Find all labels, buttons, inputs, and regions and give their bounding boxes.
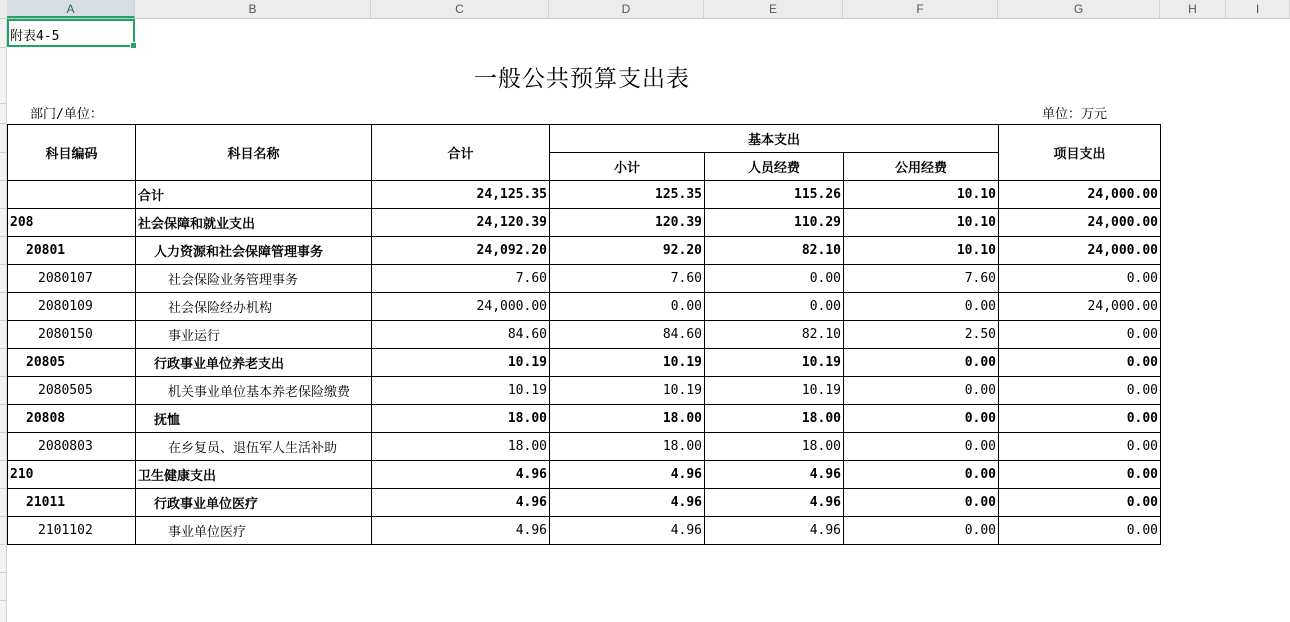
- column-header-b[interactable]: B: [135, 0, 371, 18]
- cell-name[interactable]: 在乡复员、退伍军人生活补助: [136, 433, 372, 461]
- cell-total[interactable]: 4.96: [372, 489, 550, 517]
- cell-code[interactable]: [8, 181, 136, 209]
- cell-project[interactable]: 0.00: [999, 405, 1161, 433]
- table-row: [8, 293, 1161, 321]
- table-row: [8, 349, 1161, 377]
- cell-public[interactable]: 0.00: [844, 461, 999, 489]
- cell-project[interactable]: 0.00: [999, 517, 1161, 545]
- cell-public[interactable]: 10.10: [844, 181, 999, 209]
- cell-personnel[interactable]: 0.00: [705, 293, 844, 321]
- cell-subtotal[interactable]: 18.00: [550, 433, 705, 461]
- cell-personnel[interactable]: 10.19: [705, 377, 844, 405]
- cell-total[interactable]: 84.60: [372, 321, 550, 349]
- cell-personnel[interactable]: 4.96: [705, 489, 844, 517]
- cell-personnel[interactable]: 82.10: [705, 237, 844, 265]
- cell-project[interactable]: 24,000.00: [999, 209, 1161, 237]
- cell-code[interactable]: 20808: [8, 405, 136, 433]
- cell-subtotal[interactable]: 120.39: [550, 209, 705, 237]
- cell-subtotal[interactable]: 18.00: [550, 405, 705, 433]
- cell-public[interactable]: 0.00: [844, 377, 999, 405]
- cell-project[interactable]: 24,000.00: [999, 181, 1161, 209]
- cell-code[interactable]: 2080803: [8, 433, 136, 461]
- cell-name[interactable]: 行政事业单位医疗: [136, 489, 372, 517]
- cell-subtotal[interactable]: 4.96: [550, 489, 705, 517]
- cell-public[interactable]: 0.00: [844, 433, 999, 461]
- header-name[interactable]: 科目名称: [136, 125, 372, 181]
- cell-public[interactable]: 10.10: [844, 209, 999, 237]
- cell-name[interactable]: 事业单位医疗: [136, 517, 372, 545]
- cell-subtotal[interactable]: 4.96: [550, 517, 705, 545]
- column-header-i[interactable]: I: [1226, 0, 1290, 18]
- cell-project[interactable]: 24,000.00: [999, 237, 1161, 265]
- cell-code[interactable]: 20805: [8, 349, 136, 377]
- cell-total[interactable]: 4.96: [372, 517, 550, 545]
- table-row: [8, 181, 1161, 209]
- cell-public[interactable]: 0.00: [844, 517, 999, 545]
- header-code[interactable]: 科目编码: [8, 125, 136, 181]
- column-header-c[interactable]: C: [371, 0, 549, 18]
- cell-code[interactable]: 210: [8, 461, 136, 489]
- column-header-g[interactable]: G: [998, 0, 1160, 18]
- cell-total[interactable]: 10.19: [372, 349, 550, 377]
- cell-personnel[interactable]: 110.29: [705, 209, 844, 237]
- cell-code[interactable]: 2080505: [8, 377, 136, 405]
- cell-total[interactable]: 18.00: [372, 433, 550, 461]
- cell-name[interactable]: 事业运行: [136, 321, 372, 349]
- cell-subtotal[interactable]: 10.19: [550, 349, 705, 377]
- column-header-bar: [0, 0, 1290, 19]
- cell-total[interactable]: 7.60: [372, 265, 550, 293]
- cell-name[interactable]: 人力资源和社会保障管理事务: [136, 237, 372, 265]
- cell-subtotal[interactable]: 7.60: [550, 265, 705, 293]
- cell-subtotal[interactable]: 4.96: [550, 461, 705, 489]
- cell-name[interactable]: 抚恤: [136, 405, 372, 433]
- cell-project[interactable]: 0.00: [999, 265, 1161, 293]
- cell-code[interactable]: 2080150: [8, 321, 136, 349]
- cell-personnel[interactable]: 18.00: [705, 433, 844, 461]
- page-title[interactable]: 一般公共预算支出表: [474, 66, 690, 92]
- cell-project[interactable]: 0.00: [999, 461, 1161, 489]
- table-row: [8, 433, 1161, 461]
- cell-public[interactable]: 0.00: [844, 405, 999, 433]
- cell-subtotal[interactable]: 92.20: [550, 237, 705, 265]
- cell-project[interactable]: 24,000.00: [999, 293, 1161, 321]
- table-row: [8, 461, 1161, 489]
- cell-code[interactable]: 20801: [8, 237, 136, 265]
- header-subtotal[interactable]: 小计: [550, 153, 705, 181]
- header-project[interactable]: 项目支出: [999, 125, 1161, 181]
- cell-project[interactable]: 0.00: [999, 489, 1161, 517]
- cell-personnel[interactable]: 10.19: [705, 349, 844, 377]
- cell-subtotal[interactable]: 84.60: [550, 321, 705, 349]
- cell-public[interactable]: 0.00: [844, 489, 999, 517]
- header-personnel[interactable]: 人员经费: [705, 153, 844, 181]
- cell-project[interactable]: 0.00: [999, 349, 1161, 377]
- table-row: [8, 321, 1161, 349]
- department-label[interactable]: 部门/单位：: [30, 107, 103, 122]
- table-row: [8, 265, 1161, 293]
- cell-name[interactable]: 机关事业单位基本养老保险缴费: [136, 377, 372, 405]
- table-row: [8, 237, 1161, 265]
- column-header-e[interactable]: E: [704, 0, 843, 18]
- budget-table: [7, 124, 1161, 545]
- column-header-h[interactable]: H: [1160, 0, 1226, 18]
- cell-total[interactable]: 18.00: [372, 405, 550, 433]
- table-row: [8, 377, 1161, 405]
- table-row: [8, 209, 1161, 237]
- cell-code[interactable]: 2080109: [8, 293, 136, 321]
- cell-personnel[interactable]: 4.96: [705, 517, 844, 545]
- cell-personnel[interactable]: 82.10: [705, 321, 844, 349]
- cell-total[interactable]: 24,092.20: [372, 237, 550, 265]
- cell-project[interactable]: 0.00: [999, 377, 1161, 405]
- cell-total[interactable]: 24,000.00: [372, 293, 550, 321]
- cell-subtotal[interactable]: 10.19: [550, 377, 705, 405]
- cell-code[interactable]: 21011: [8, 489, 136, 517]
- cell-code[interactable]: 2080107: [8, 265, 136, 293]
- cell-public[interactable]: 2.50: [844, 321, 999, 349]
- cell-name[interactable]: 社会保险业务管理事务: [136, 265, 372, 293]
- annex-label[interactable]: 附表4-5: [10, 29, 60, 44]
- row-header-strip[interactable]: [0, 19, 7, 622]
- cell-total[interactable]: 24,120.39: [372, 209, 550, 237]
- table-row: [8, 405, 1161, 433]
- cell-personnel[interactable]: 18.00: [705, 405, 844, 433]
- cell-public[interactable]: 0.00: [844, 293, 999, 321]
- fill-handle[interactable]: [130, 42, 137, 49]
- cell-name[interactable]: 合计: [136, 181, 372, 209]
- cell-code[interactable]: 2101102: [8, 517, 136, 545]
- cell-name[interactable]: 行政事业单位养老支出: [136, 349, 372, 377]
- header-basic[interactable]: 基本支出: [550, 125, 999, 153]
- cell-project[interactable]: 0.00: [999, 321, 1161, 349]
- cell-project[interactable]: 0.00: [999, 433, 1161, 461]
- cell-personnel[interactable]: 4.96: [705, 461, 844, 489]
- column-header-f[interactable]: F: [843, 0, 998, 18]
- unit-label[interactable]: 单位：万元: [1042, 107, 1108, 122]
- cell-name[interactable]: 社会保险经办机构: [136, 293, 372, 321]
- cell-subtotal[interactable]: 0.00: [550, 293, 705, 321]
- cell-code[interactable]: 208: [8, 209, 136, 237]
- header-public[interactable]: 公用经费: [844, 153, 999, 181]
- cell-public[interactable]: 0.00: [844, 349, 999, 377]
- cell-total[interactable]: 24,125.35: [372, 181, 550, 209]
- cell-public[interactable]: 7.60: [844, 265, 999, 293]
- cell-total[interactable]: 10.19: [372, 377, 550, 405]
- cell-public[interactable]: 10.10: [844, 237, 999, 265]
- column-header-d[interactable]: D: [549, 0, 704, 18]
- header-total[interactable]: 合计: [372, 125, 550, 181]
- cell-name[interactable]: 社会保障和就业支出: [136, 209, 372, 237]
- table-row: [8, 517, 1161, 545]
- cell-total[interactable]: 4.96: [372, 461, 550, 489]
- cell-personnel[interactable]: 0.00: [705, 265, 844, 293]
- table-row: [8, 489, 1161, 517]
- column-header-a[interactable]: A: [7, 0, 135, 18]
- cell-subtotal[interactable]: 125.35: [550, 181, 705, 209]
- cell-personnel[interactable]: 115.26: [705, 181, 844, 209]
- cell-name[interactable]: 卫生健康支出: [136, 461, 372, 489]
